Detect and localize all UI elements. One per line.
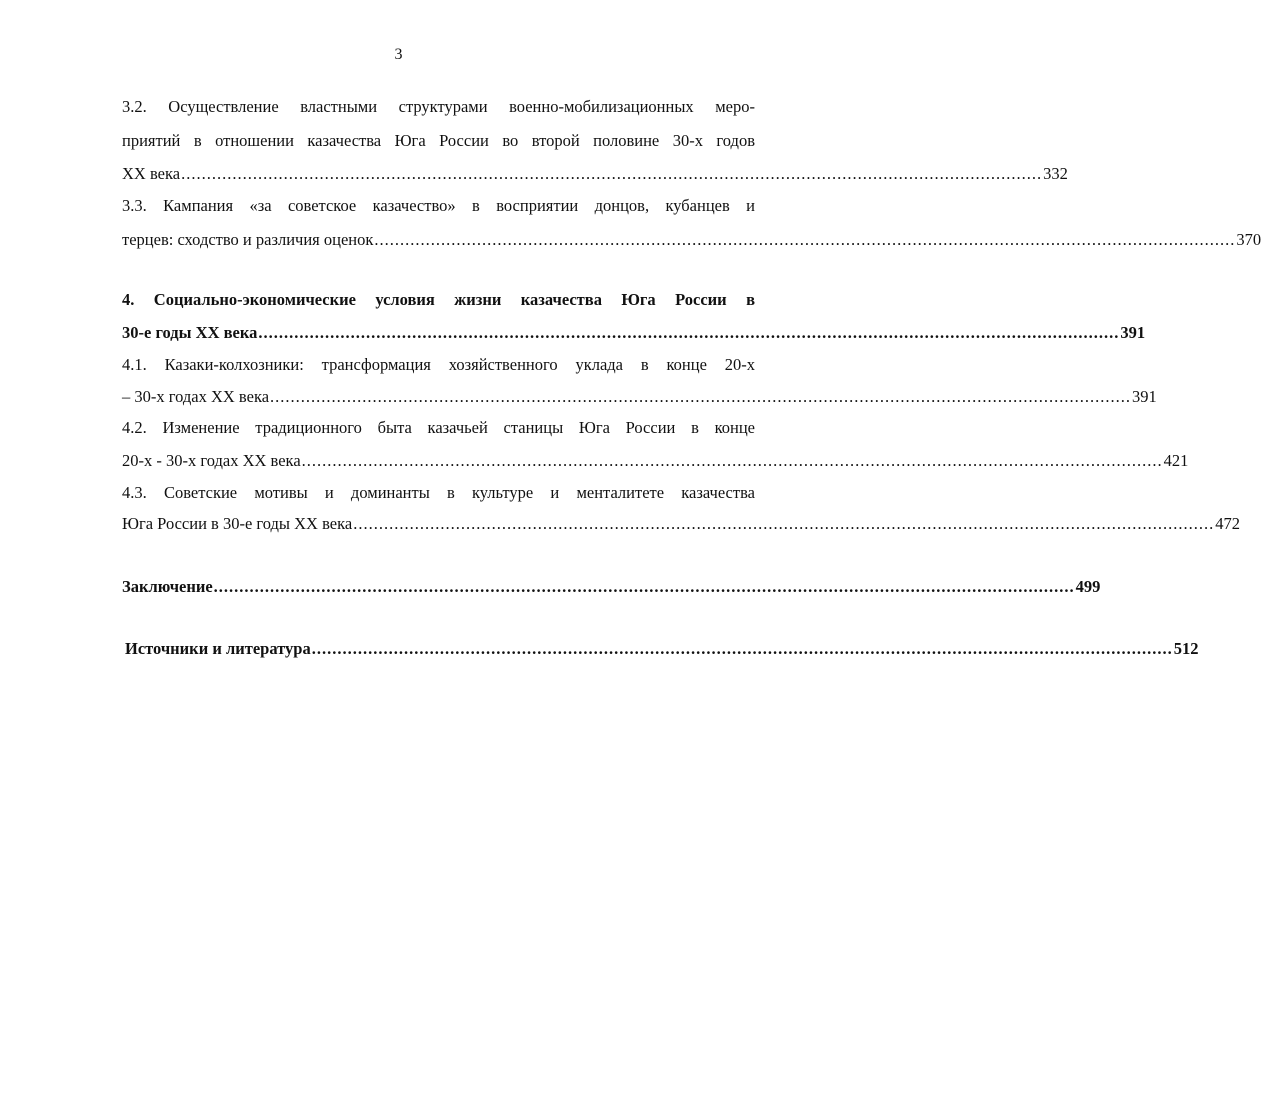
- toc-conclusion-page: 499: [1075, 577, 1101, 596]
- toc-chapter-4-line-1: 4. Социально-экономические условия жизни казачества Юга России в: [122, 290, 755, 309]
- dot-leader: ........................................................................................................................................................................: [270, 387, 1132, 406]
- toc-entry-4-1-line-2: [122, 387, 1157, 407]
- toc-entry-3-2-line-1: 3.2. Осуществление властными структурами военно-мобилизационных меро-: [122, 97, 755, 116]
- dot-leader: ........................................................................................................................................................................: [181, 164, 1043, 183]
- toc-sources: [125, 639, 1199, 659]
- toc-entry-4-2-line-1: 4.2. Изменение традиционного быта казачьей станицы Юга России в конце: [122, 418, 755, 437]
- toc-entry-3-2-line-2: приятий в отношении казачества Юга России во второй половине 30-х годов: [122, 131, 755, 150]
- toc-chapter-4-tail: 30-е годы ХХ века: [122, 323, 258, 342]
- toc-entry-3-2-page: 332: [1043, 164, 1068, 183]
- toc-entry-4-1-page: 391: [1132, 387, 1157, 406]
- toc-conclusion: [122, 577, 1101, 597]
- toc-sources-title: Источники и литература: [125, 639, 311, 658]
- toc-entry-3-3-tail: терцев: сходство и различия оценок: [122, 230, 374, 249]
- dot-leader: ........................................................................................................................................................................: [213, 577, 1075, 596]
- toc-chapter-4-page: 391: [1120, 323, 1146, 342]
- dot-leader: ........................................................................................................................................................................: [258, 323, 1120, 342]
- toc-chapter-4-line-2: [122, 323, 1146, 343]
- toc-entry-3-3-page: 370: [1236, 230, 1261, 249]
- toc-sources-page: 512: [1173, 639, 1199, 658]
- dot-leader: ........................................................................................................................................................................: [311, 639, 1173, 658]
- toc-conclusion-title: Заключение: [122, 577, 213, 596]
- toc-entry-3-2-tail: ХХ века: [122, 164, 181, 183]
- dot-leader: ........................................................................................................................................................................: [374, 230, 1236, 249]
- toc-entry-4-3-page: 472: [1215, 514, 1240, 533]
- toc-entry-4-1-tail: – 30-х годах ХХ века: [122, 387, 270, 406]
- toc-entry-3-3-line-2: [122, 230, 1261, 250]
- toc-entry-4-2-line-2: [122, 451, 1189, 471]
- page-number: 3: [394, 46, 403, 63]
- toc-entry-4-3-tail: Юга России в 30-е годы ХХ века: [122, 514, 353, 533]
- dot-leader: ........................................................................................................................................................................: [301, 451, 1163, 470]
- toc-entry-4-1-line-1: 4.1. Казаки-колхозники: трансформация хозяйственного уклада в конце 20-х: [122, 355, 755, 374]
- toc-entry-4-3-line-1: 4.3. Советские мотивы и доминанты в культуре и менталитете казачества: [122, 483, 755, 502]
- toc-entry-4-3-line-2: [122, 514, 1240, 534]
- toc-entry-3-3-line-1: 3.3. Кампания «за советское казачество» в восприятии донцов, кубанцев и: [122, 196, 755, 215]
- dot-leader: ........................................................................................................................................................................: [353, 514, 1215, 533]
- toc-entry-4-2-page: 421: [1163, 451, 1189, 470]
- toc-entry-4-2-tail: 20-х - 30-х годах ХХ века: [122, 451, 301, 470]
- toc-entry-3-2-line-3: [122, 164, 1068, 184]
